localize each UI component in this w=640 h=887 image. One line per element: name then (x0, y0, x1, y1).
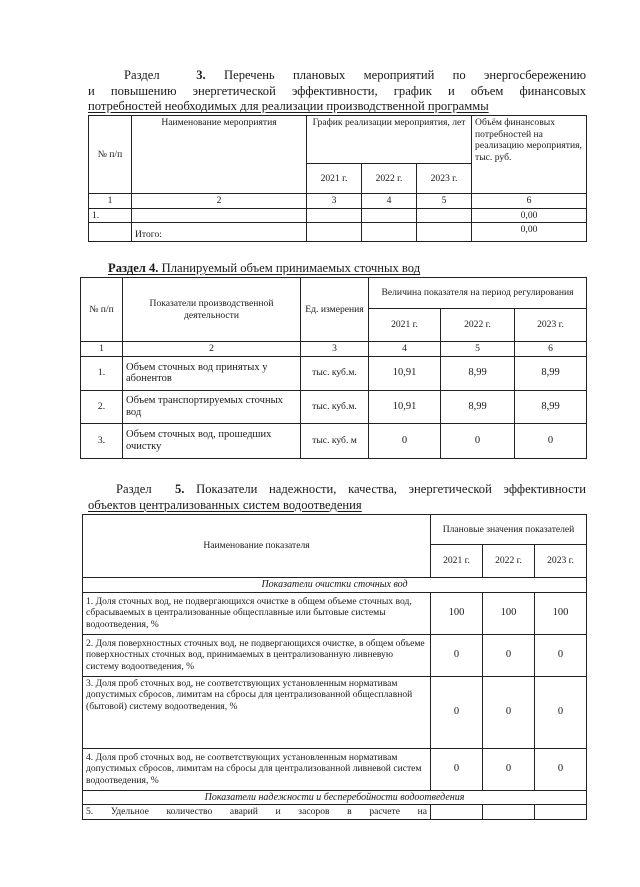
section3-index-row (89, 194, 587, 209)
index-cell: 2 (132, 194, 307, 209)
section3-table (88, 115, 587, 242)
row-y1 (307, 208, 362, 223)
table-row (81, 390, 587, 423)
section4-heading-line (108, 261, 548, 277)
table-row (81, 423, 587, 458)
section5-heading-text: Показатели надежности, качества, энергетической эффективности (184, 482, 586, 496)
section4-year-2021: 2021 г. (369, 309, 441, 342)
row-v2: 0 (483, 748, 535, 790)
index-cell: 5 (441, 342, 515, 357)
section5-heading (88, 482, 586, 513)
index-cell: 5 (417, 194, 472, 209)
row-v3: 8,99 (515, 390, 587, 423)
total-label: Итого: (132, 223, 307, 242)
row-unit: тыс. куб. м (301, 423, 369, 458)
section5-group-row (83, 790, 587, 805)
row-num: 3. (81, 423, 123, 458)
row-unit: тыс. куб.м. (301, 356, 369, 390)
section3-heading-line2: и повышению энергетической эффективности, график и объем финансовых (88, 83, 586, 98)
section4-unit-header: Ед. измерения (301, 278, 369, 342)
section3-name-header: Наименование мероприятия (132, 116, 307, 194)
index-cell: 3 (307, 194, 362, 209)
table-row (83, 634, 587, 676)
section5-header-row (83, 515, 587, 545)
row-v1: 0 (431, 748, 483, 790)
section4-heading (108, 261, 548, 277)
row-name: Объем транспортируемых сточных вод (123, 390, 301, 423)
section3-finance-header: Объём финансовых потребностей на реализацию мероприятия, тыс. руб. (472, 116, 587, 194)
row-v3: 100 (535, 592, 587, 634)
table-row (83, 805, 587, 820)
table-row (83, 592, 587, 634)
row-v3: 0 (535, 748, 587, 790)
index-cell: 2 (123, 342, 301, 357)
section4-num-header: № п/п (81, 278, 123, 342)
section4-index-row (81, 342, 587, 357)
row-name: Объем сточных вод, прошедших очистку (123, 423, 301, 458)
row-num: 1. (81, 356, 123, 390)
row-name: 2. Доля поверхностных сточных вод, не подвергающихся очистке, в общем объеме поверхностных сточных вод, принимаемых в централизованную ливневую систему водоотведения, % (83, 634, 431, 676)
row-v2: 100 (483, 592, 535, 634)
row-v1: 10,91 (369, 390, 441, 423)
row-num: 2. (81, 390, 123, 423)
row-v2: 8,99 (441, 356, 515, 390)
section5-heading-lead: Раздел (116, 482, 152, 496)
table-row (83, 748, 587, 790)
section4-value-header: Величина показателя на период регулирования (369, 278, 587, 309)
table-row (89, 208, 587, 223)
row-v2: 0 (441, 423, 515, 458)
section3-heading-number: 3. (196, 68, 206, 82)
row-name: 3. Доля проб сточных вод, не соответствующих установленным нормативам допустимых сбросов, лимитам на сбросы для централизованной общесплавной (бытовой) систему водоотведения, % (83, 676, 431, 748)
table-row (81, 356, 587, 390)
group-header: Показатели очистки сточных вод (83, 578, 587, 593)
section3-year-2023: 2023 г. (417, 164, 472, 194)
section5-heading-line1 (88, 482, 586, 498)
section3-num-header: № п/п (89, 116, 132, 194)
index-cell: 1 (89, 194, 132, 209)
section3-year-2022: 2022 г. (362, 164, 417, 194)
section4-heading-lead: Раздел 4. (108, 261, 159, 275)
row-y3 (417, 208, 472, 223)
row-name: Объем сточных вод принятых у абонентов (123, 356, 301, 390)
section3-header-row (89, 116, 587, 164)
row-name (132, 208, 307, 223)
section5-heading-number: 5. (174, 482, 185, 496)
row-v2: 0 (483, 676, 535, 748)
row-num: 1. (89, 208, 132, 223)
row-v3: 8,99 (515, 356, 587, 390)
row-name: 5. Удельное количество аварий и засоров в расчете на (83, 805, 431, 820)
section3-heading (88, 68, 586, 115)
section3-heading-lead: Раздел (124, 68, 160, 82)
row-v3: 0 (535, 676, 587, 748)
section4-year-2022: 2022 г. (441, 309, 515, 342)
section5-planned-header: Плановые значения показателей (431, 515, 587, 545)
row-v1: 0 (369, 423, 441, 458)
index-cell: 4 (369, 342, 441, 357)
row-v1: 0 (431, 634, 483, 676)
section3-heading-line3: потребностей необходимых для реализации производственной программы (88, 99, 489, 113)
section3-total-row (89, 223, 587, 242)
row-v1: 10,91 (369, 356, 441, 390)
index-cell: 3 (301, 342, 369, 357)
row-v2: 8,99 (441, 390, 515, 423)
row-finance: 0,00 (472, 208, 587, 223)
section4-indicator-header: Показатели производственной деятельности (123, 278, 301, 342)
section3-heading-line1 (88, 68, 586, 84)
section5-year-2023: 2023 г. (535, 545, 587, 578)
section4-table (80, 277, 587, 459)
row-unit: тыс. куб.м. (301, 390, 369, 423)
index-cell: 1 (81, 342, 123, 357)
section5-table (82, 514, 587, 820)
row-v1: 100 (431, 592, 483, 634)
group-header: Показатели надежности и бесперебойности водоотведения (83, 790, 587, 805)
index-cell: 4 (362, 194, 417, 209)
section4-header-row (81, 278, 587, 309)
section4-heading-text: Планируемый объем принимаемых сточных вод (158, 261, 421, 275)
section5-name-header: Наименование показателя (83, 515, 431, 578)
row-v3: 0 (535, 634, 587, 676)
row-v2: 0 (483, 634, 535, 676)
section3-schedule-header: График реализации мероприятия, лет (307, 116, 472, 164)
index-cell: 6 (472, 194, 587, 209)
table-row (83, 676, 587, 748)
section5-group-row (83, 578, 587, 593)
row-name: 1. Доля сточных вод, не подвергающихся очистке в общем объеме сточных вод, сбрасываемых в централизованные общесплавные или бытовые системы водоотведения, % (83, 592, 431, 634)
section5-year-2022: 2022 г. (483, 545, 535, 578)
section4-year-2023: 2023 г. (515, 309, 587, 342)
row-name: 4. Доля проб сточных вод, не соответствующих установленным нормативам допустимых сбросов, лимитам на сбросы для централизованной ливневой систем водоотведения, % (83, 748, 431, 790)
total-value: 0,00 (472, 223, 587, 242)
section5-year-2021: 2021 г. (431, 545, 483, 578)
row-v3: 0 (515, 423, 587, 458)
section3-heading-text: Перечень плановых мероприятий по энергосбережению (205, 68, 586, 82)
index-cell: 6 (515, 342, 587, 357)
row-v1: 0 (431, 676, 483, 748)
row-y2 (362, 208, 417, 223)
section3-year-2021: 2021 г. (307, 164, 362, 194)
section5-heading-line2: объектов централизованных систем водоотведения (88, 497, 362, 512)
